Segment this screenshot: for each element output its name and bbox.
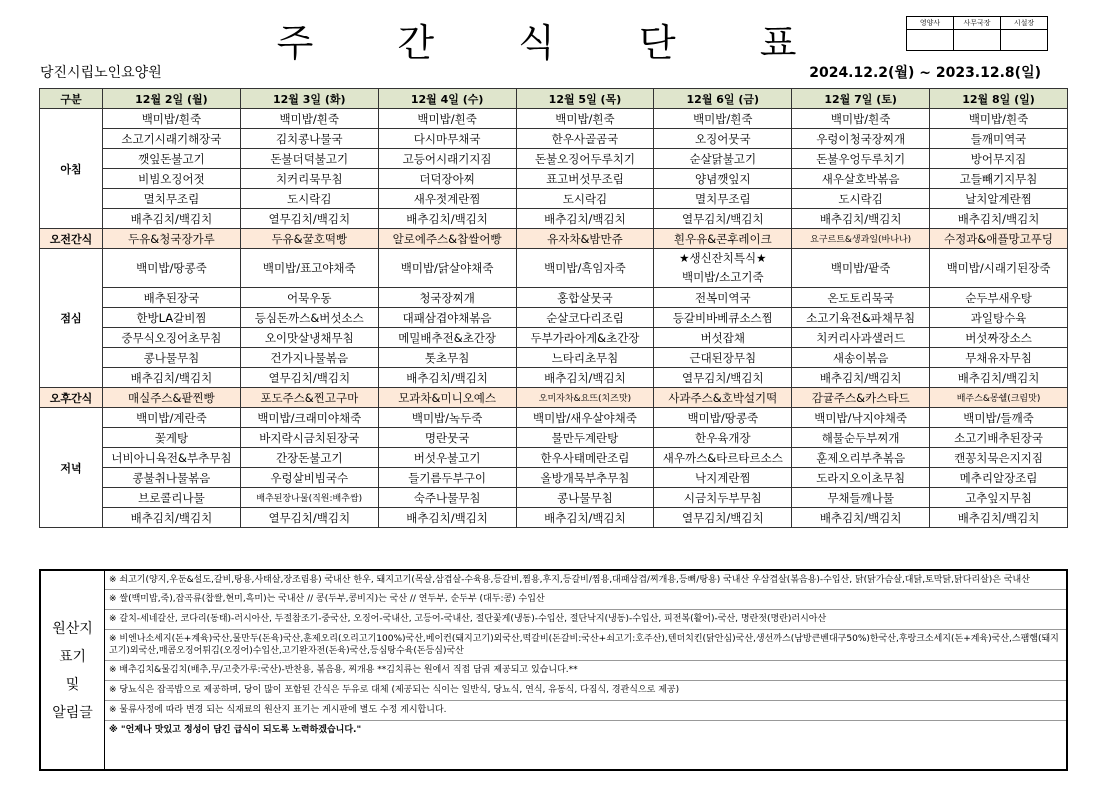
menu-cell: 배추김치/백김치 — [516, 508, 654, 528]
menu-cell: 숙주나물무침 — [378, 488, 516, 508]
menu-cell: 도라지오이초무침 — [792, 468, 930, 488]
table-row — [40, 468, 1068, 488]
menu-cell: 백미밥/땅콩죽 — [654, 408, 792, 428]
approval-box — [906, 16, 1048, 51]
menu-cell: 메추리알장조림 — [930, 468, 1068, 488]
snack-cell: 두유&청국장가루 — [103, 229, 241, 249]
menu-cell: 돈불더덕불고기 — [240, 149, 378, 169]
menu-cell: 백미밥/흰죽 — [516, 109, 654, 129]
menu-cell: 배추김치/백김치 — [792, 368, 930, 388]
meal-label: 점심 — [40, 249, 103, 388]
menu-cell: 중무식오징어초무침 — [103, 328, 241, 348]
menu-cell: 열무김치/백김치 — [654, 508, 792, 528]
snack-row — [40, 388, 1068, 408]
menu-cell: 배추김치/백김치 — [103, 508, 241, 528]
note-line-closing: ※ "언제나 맛있고 정성이 담긴 급식이 되도록 노력하겠습니다." — [109, 725, 362, 735]
menu-cell: 청국장찌개 — [378, 288, 516, 308]
table-row — [40, 109, 1068, 129]
snack-cell: 알로에주스&찹쌀어빵 — [378, 229, 516, 249]
page-title: 주 간 식 단 표 — [276, 21, 833, 65]
note-line-kimchi: ※ 배추김치&물김치(배추,무/고춧가루:국산)-반찬용, 볶음용, 찌개용 **김치류는 원에서 직접 담궈 제공되고 있습니다.** — [105, 661, 1066, 681]
menu-cell: 우렁살비빔국수 — [240, 468, 378, 488]
menu-cell: 해물순두부찌개 — [792, 428, 930, 448]
snack-cell: 흰우유&콘후레이크 — [654, 229, 792, 249]
column-header: 구분 — [40, 89, 103, 109]
menu-cell: 백미밥/흰죽 — [654, 109, 792, 129]
table-row — [40, 189, 1068, 209]
menu-cell: 메밀배추전&초간장 — [378, 328, 516, 348]
approval-sign-cell — [954, 30, 1001, 51]
menu-cell: 열무김치/백김치 — [240, 508, 378, 528]
menu-cell: 새송이볶음 — [792, 348, 930, 368]
menu-cell: 훈제오리부추볶음 — [792, 448, 930, 468]
menu-cell: 너비아니육전&부추무침 — [103, 448, 241, 468]
menu-cell: 무채들깨나물 — [792, 488, 930, 508]
menu-cell: 전복미역국 — [654, 288, 792, 308]
snack-cell: 오미자차&요뜨(치즈맛) — [516, 388, 654, 408]
meal-label: 저녁 — [40, 408, 103, 528]
notes-label-line: 원산지 — [52, 621, 93, 637]
table-row — [40, 448, 1068, 468]
approval-director: 사무국장 — [954, 17, 1001, 30]
snack-label: 오전간식 — [40, 229, 103, 249]
menu-cell: 치커리사과샐러드 — [792, 328, 930, 348]
snack-cell: 매실주스&팥찐빵 — [103, 388, 241, 408]
table-row — [40, 308, 1068, 328]
menu-cell: 순살닭불고기 — [654, 149, 792, 169]
menu-cell: 배추김치/백김치 — [378, 368, 516, 388]
table-row — [40, 169, 1068, 189]
snack-cell: 요구르트&생과일(바나나) — [792, 229, 930, 249]
menu-cell: 낙지계란찜 — [654, 468, 792, 488]
approval-sign-cell — [1001, 30, 1048, 51]
menu-cell: 꽃게탕 — [103, 428, 241, 448]
header-row — [40, 89, 1068, 109]
menu-cell: 배추김치/백김치 — [103, 209, 241, 229]
approval-head: 시설장 — [1001, 17, 1048, 30]
menu-cell: 순두부새우탕 — [930, 288, 1068, 308]
menu-cell: 홍합살뭇국 — [516, 288, 654, 308]
menu-cell: 시금치두부무침 — [654, 488, 792, 508]
menu-cell: 느타리초무침 — [516, 348, 654, 368]
menu-cell: 백미밥/팥죽 — [792, 249, 930, 288]
menu-cell: 명란뭇국 — [378, 428, 516, 448]
menu-cell: 새우살호박볶음 — [792, 169, 930, 189]
snack-cell: 두유&꿀호떡빵 — [240, 229, 378, 249]
table-row — [40, 328, 1068, 348]
notes-label-line: 알림글 — [52, 705, 93, 721]
menu-cell: 백미밥/흰죽 — [103, 109, 241, 129]
notes-label-line: 표기 — [58, 649, 87, 665]
column-header: 12월 2일 (월) — [103, 89, 241, 109]
menu-cell: 대패삼겹야채볶음 — [378, 308, 516, 328]
notes-label-line: 및 — [65, 677, 80, 693]
menu-cell: 콩나물무침 — [516, 488, 654, 508]
menu-cell: 양념깻잎지 — [654, 169, 792, 189]
snack-row — [40, 229, 1068, 249]
menu-cell: 올방개묵부추무침 — [516, 468, 654, 488]
menu-cell: 표고버섯무조림 — [516, 169, 654, 189]
menu-cell: 새우젓계란찜 — [378, 189, 516, 209]
menu-cell: 버섯잡채 — [654, 328, 792, 348]
snack-cell: 수정과&애플망고푸딩 — [930, 229, 1068, 249]
menu-cell: 백미밥/땅콩죽 — [103, 249, 241, 288]
menu-cell: 배추김치/백김치 — [792, 209, 930, 229]
special-event-label: ★생신잔치특식★ — [679, 251, 767, 265]
menu-cell: 순살코다리조림 — [516, 308, 654, 328]
column-header: 12월 3일 (화) — [240, 89, 378, 109]
menu-cell: 등심돈까스&버섯소스 — [240, 308, 378, 328]
snack-cell: 감귤주스&카스타드 — [792, 388, 930, 408]
menu-cell: 멸치무조림 — [103, 189, 241, 209]
menu-cell: 돈불오징어두루치기 — [516, 149, 654, 169]
menu-cell: 한방LA갈비찜 — [103, 308, 241, 328]
menu-cell: 백미밥/흰죽 — [930, 109, 1068, 129]
menu-cell: 오이맛살냉채무침 — [240, 328, 378, 348]
menu-cell: 백미밥/흰죽 — [240, 109, 378, 129]
menu-cell: 콩불취나물볶음 — [103, 468, 241, 488]
menu-cell: 배추김치/백김치 — [378, 209, 516, 229]
weekly-menu-table — [39, 88, 1068, 528]
snack-cell: 사과주스&호박설기떡 — [654, 388, 792, 408]
notes-label — [41, 571, 105, 769]
table-row — [40, 428, 1068, 448]
table-row — [40, 209, 1068, 229]
menu-cell: 백미밥/표고야채죽 — [240, 249, 378, 288]
note-line-logistics: ※ 물류사정에 따라 변경 되는 식재료의 원산지 표기는 게시판에 별도 수정 게시합니다. — [105, 701, 1066, 721]
menu-cell: 배추김치/백김치 — [516, 209, 654, 229]
menu-cell: 오징어뭇국 — [654, 129, 792, 149]
menu-cell: 근대된장무침 — [654, 348, 792, 368]
menu-cell: 소고기시래기해장국 — [103, 129, 241, 149]
table-row — [40, 348, 1068, 368]
menu-cell: 배추김치/백김치 — [378, 508, 516, 528]
menu-cell: 새우까스&타르타르소스 — [654, 448, 792, 468]
menu-cell: 날치알계란찜 — [930, 189, 1068, 209]
menu-cell: 배추김치/백김치 — [930, 209, 1068, 229]
menu-cell: 열무김치/백김치 — [240, 368, 378, 388]
menu-cell: 캔꽁치묵은지지짐 — [930, 448, 1068, 468]
menu-cell: 도시락김 — [240, 189, 378, 209]
menu-cell: 버섯우불고기 — [378, 448, 516, 468]
menu-period: 2024.12.2(월) ~ 2023.12.8(일) — [809, 65, 1041, 81]
menu-cell: 백미밥/녹두죽 — [378, 408, 516, 428]
menu-cell: 배추된장국 — [103, 288, 241, 308]
note-line-seafood-origin: ※ 갈치-세네갈산, 코다리(동태)-러시아산, 두절참조기-중국산, 오징어-국내산, 고등어-국내산, 절단꽃게(냉동)-수입산, 절단낙지(냉동)-수입산, 피전복(활어)-국산, 명란젓(명란)러시아산 — [105, 610, 1066, 630]
menu-cell: 한우사태메란조림 — [516, 448, 654, 468]
menu-cell: 멸치무조림 — [654, 189, 792, 209]
menu-cell: 백미밥/낙지야채죽 — [792, 408, 930, 428]
table-row — [40, 249, 1068, 288]
meal-label: 아침 — [40, 109, 103, 229]
approval-sign-cell — [907, 30, 954, 51]
menu-cell: 콩나물무침 — [103, 348, 241, 368]
menu-cell: 더덕장아찌 — [378, 169, 516, 189]
table-row — [40, 368, 1068, 388]
menu-cell: 들기름두부구이 — [378, 468, 516, 488]
menu-cell: 열무김치/백김치 — [654, 368, 792, 388]
menu-cell: 배추김치/백김치 — [930, 508, 1068, 528]
menu-cell: 도시락김 — [792, 189, 930, 209]
snack-label: 오후간식 — [40, 388, 103, 408]
menu-cell: 치커리묵무침 — [240, 169, 378, 189]
notes-body — [105, 571, 1066, 740]
menu-cell: 배추김치/백김치 — [792, 508, 930, 528]
menu-cell: 다시마무채국 — [378, 129, 516, 149]
menu-cell: 백미밥/들깨죽 — [930, 408, 1068, 428]
menu-cell: 배추된장나물(직원:배추쌈) — [240, 488, 378, 508]
special-event-menu: 백미밥/소고기죽 — [681, 270, 764, 284]
menu-cell: 백미밥/크래미야채죽 — [240, 408, 378, 428]
column-header: 12월 7일 (토) — [792, 89, 930, 109]
menu-cell: 톳초무침 — [378, 348, 516, 368]
menu-cell: 백미밥/새우살야채죽 — [516, 408, 654, 428]
menu-cell: 브로콜리나물 — [103, 488, 241, 508]
table-row — [40, 149, 1068, 169]
menu-cell: 건가지나물볶음 — [240, 348, 378, 368]
menu-cell: 어묵우동 — [240, 288, 378, 308]
table-row — [40, 508, 1068, 528]
menu-cell: 백미밥/흑임자죽 — [516, 249, 654, 288]
menu-cell: 들깨미역국 — [930, 129, 1068, 149]
menu-cell: 고추잎지무침 — [930, 488, 1068, 508]
menu-cell: 등갈비바베큐소스찜 — [654, 308, 792, 328]
menu-cell: 방어무지짐 — [930, 149, 1068, 169]
note-line-meat-origin: ※ 쇠고기(양지,우둔&설도,갈비,탕용,사태살,장조림용) 국내산 한우, 돼지고기(목살,삼겹살-수육용,등갈비,찜용,후지,등갈비/찜용,대패삼겹/찌개용,등뼈/탕용) 국내산 우삼겹살(볶음용)-수입산, 닭(닭가슴살,대닭,토막닭,닭다리살)은 국내산 — [105, 571, 1066, 590]
table-row — [40, 488, 1068, 508]
menu-cell: 무채유자무침 — [930, 348, 1068, 368]
menu-cell: 바지락시금치된장국 — [240, 428, 378, 448]
menu-cell: 백미밥/흰죽 — [378, 109, 516, 129]
menu-cell-special — [654, 249, 792, 288]
menu-cell: 우렁이청국장찌개 — [792, 129, 930, 149]
menu-cell: 백미밥/시래기된장죽 — [930, 249, 1068, 288]
menu-cell: 깻잎돈불고기 — [103, 149, 241, 169]
menu-cell: 비빔오징어젓 — [103, 169, 241, 189]
menu-cell: 돈불우엉두루치기 — [792, 149, 930, 169]
menu-cell: 백미밥/계란죽 — [103, 408, 241, 428]
menu-cell: 도시락김 — [516, 189, 654, 209]
origin-notes-box — [39, 569, 1068, 771]
menu-cell: 김치콩나물국 — [240, 129, 378, 149]
menu-cell: 열무김치/백김치 — [654, 209, 792, 229]
menu-cell: 배추김치/백김치 — [516, 368, 654, 388]
menu-cell: 한우육개장 — [654, 428, 792, 448]
snack-cell: 배주스&몽쉘(크림맛) — [930, 388, 1068, 408]
menu-cell: 온도토리묵국 — [792, 288, 930, 308]
menu-cell: 백미밥/닭살야채죽 — [378, 249, 516, 288]
organization-name: 당진시립노인요양원 — [40, 65, 162, 81]
menu-cell: 한우사골곰국 — [516, 129, 654, 149]
menu-cell: 백미밥/흰죽 — [792, 109, 930, 129]
menu-cell: 고등어시래기지짐 — [378, 149, 516, 169]
table-row — [40, 129, 1068, 149]
menu-cell: 간장돈불고기 — [240, 448, 378, 468]
snack-cell: 모과차&미니오예스 — [378, 388, 516, 408]
column-header: 12월 5일 (목) — [516, 89, 654, 109]
menu-cell: 두부가라아게&초간장 — [516, 328, 654, 348]
note-line-grain-origin: ※ 쌀(백미밥,죽),잡곡류(찹쌀,현미,흑미)는 국내산 // 콩(두부,콩비지)는 국산 // 연두부, 순두부 (대두:콩) 수입산 — [105, 590, 1066, 610]
menu-cell: 과일탕수육 — [930, 308, 1068, 328]
menu-cell: 배추김치/백김치 — [930, 368, 1068, 388]
snack-cell: 포도주스&찐고구마 — [240, 388, 378, 408]
menu-cell: 고들빼기지무침 — [930, 169, 1068, 189]
column-header: 12월 8일 (일) — [930, 89, 1068, 109]
note-line-processed-origin: ※ 비엔나소세지(돈+계육)국산,물만두(돈육)국산,훈제오리(오리고기100%)국산,베이컨(돼지고기)외국산,떡갈비(돈갈비:국산+쇠고기:호주산),텐더치킨(닭안심)국산,생선까스(남방큰벤대구50%)한국산,후랑크소세지(돈+계육)국산,스팸햄(돼지고기)외국산,매콤오징어튀김(오징어)수입산,고기완자전(돈육)국산,등심탕수육(돈등심)국산 — [105, 630, 1066, 661]
menu-cell: 열무김치/백김치 — [240, 209, 378, 229]
note-line-diabetic: ※ 당뇨식은 잡곡밥으로 제공하며, 당이 많이 포함된 간식은 두유로 대체 (제공되는 식이는 일반식, 당뇨식, 연식, 유동식, 다짐식, 경관식으로 제공) — [105, 681, 1066, 701]
approval-nutritionist: 영양사 — [907, 17, 954, 30]
table-row — [40, 408, 1068, 428]
column-header: 12월 6일 (금) — [654, 89, 792, 109]
menu-cell: 물만두계란탕 — [516, 428, 654, 448]
menu-cell: 소고기배추된장국 — [930, 428, 1068, 448]
column-header: 12월 4일 (수) — [378, 89, 516, 109]
table-row — [40, 288, 1068, 308]
menu-cell: 버섯짜장소스 — [930, 328, 1068, 348]
menu-cell: 배추김치/백김치 — [103, 368, 241, 388]
snack-cell: 유자차&밤만쥬 — [516, 229, 654, 249]
menu-cell: 소고기육전&파채무침 — [792, 308, 930, 328]
